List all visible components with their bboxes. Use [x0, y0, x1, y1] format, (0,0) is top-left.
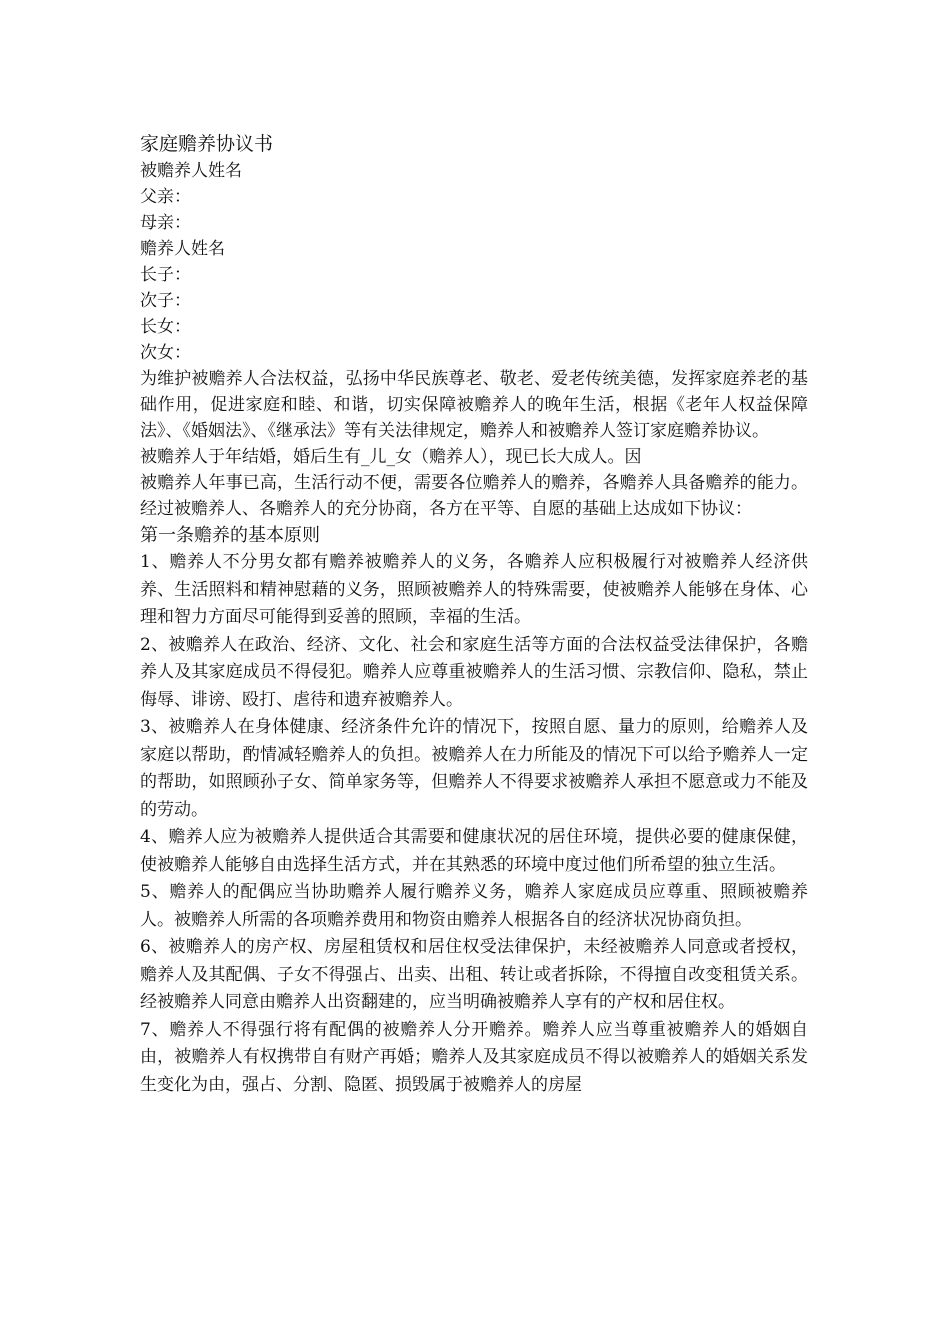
article-item: 2、被赡养人在政治、经济、文化、社会和家庭生活等方面的合法权益受法律保护，各赡养人及其家庭成员不得侵犯。赡养人应尊重被赡养人的生活习惯、宗教信仰、隐私，禁止侮辱、诽谤、殴打、虐待和遗弃被赡养人。 [140, 634, 808, 710]
section-heading: 第一条赡养的基本原则 [140, 525, 320, 546]
document-title: 家庭赡养协议书 [140, 133, 274, 155]
preamble [140, 366, 808, 522]
article-item: 3、被赡养人在身体健康、经济条件允许的情况下，按照自愿、量力的原则，给赡养人及家庭以帮助，酌情减轻赡养人的负担。被赡养人在力所能及的情况下可以给予赡养人一定的帮助，如照顾孙子女、简单家务等，但赡养人不得要求被赡养人承担不愿意或力不能及的劳动。 [140, 717, 808, 820]
supporters-label: 赡养人姓名 [140, 239, 225, 259]
preamble-paragraph: 为维护被赡养人合法权益，弘扬中华民族尊老、敬老、爱老传统美德，发挥家庭养老的基础作用，促进家庭和睦、和谐，切实保障被赡养人的晚年生活，根据《老年人权益保障法》、《婚姻法》、《继承法》等有关法律规定，赡养人和被赡养人签订家庭赡养协议。 [140, 369, 808, 441]
article-item: 1、赡养人不分男女都有赡养被赡养人的义务，各赡养人应积极履行对被赡养人经济供养、生活照料和精神慰藉的义务，照顾被赡养人的特殊需要，使被赡养人能够在身体、心理和智力方面尽可能得到妥善的照顾，幸福的生活。 [140, 552, 808, 627]
supported-persons-label: 被赡养人姓名 [140, 161, 242, 181]
article-item: 4、赡养人应为被赡养人提供适合其需要和健康状况的居住环境，提供必要的健康保健，使被赡养人能够自由选择生活方式，并在其熟悉的环境中度过他们所希望的独立生活。 [140, 827, 808, 875]
preamble-paragraph: 被赡养人于年结婚，婚后生有_儿_女（赡养人），现已长大成人。因 [140, 447, 642, 467]
father-field: 父亲： [140, 187, 191, 207]
second-daughter-field: 次女： [140, 343, 191, 363]
articles-list [140, 549, 808, 1099]
article-item: 5、赡养人的配偶应当协助赡养人履行赡养义务，赡养人家庭成员应尊重、照顾被赡养人。被赡养人所需的各项赡养费用和物资由赡养人根据各自的经济状况协商负担。 [140, 882, 808, 930]
eldest-daughter-field: 长女： [140, 317, 191, 337]
mother-field: 母亲： [140, 213, 191, 233]
article-item: 7、赡养人不得强行将有配偶的被赡养人分开赡养。赡养人应当尊重被赡养人的婚姻自由，被赡养人有权携带自有财产再婚；赡养人及其家庭成员不得以被赡养人的婚姻关系发生变化为由，强占、分割、隐匿、损毁属于被赡养人的房屋 [140, 1019, 808, 1095]
preamble-paragraph: 被赡养人年事已高，生活行动不便，需要各位赡养人的赡养，各赡养人具备赡养的能力。经过被赡养人、各赡养人的充分协商，各方在平等、自愿的基础上达成如下协议： [140, 473, 808, 519]
second-son-field: 次子： [140, 291, 191, 311]
article-item: 6、被赡养人的房产权、房屋租赁权和居住权受法律保护，未经被赡养人同意或者授权，赡养人及其配偶、子女不得强占、出卖、出租、转让或者拆除，不得擅自改变租赁关系。经被赡养人同意由赡养人出资翻建的，应当明确被赡养人享有的产权和居住权。 [140, 937, 808, 1012]
document-page [140, 130, 808, 1099]
eldest-son-field: 长子： [140, 265, 191, 285]
parties-block [140, 158, 808, 366]
